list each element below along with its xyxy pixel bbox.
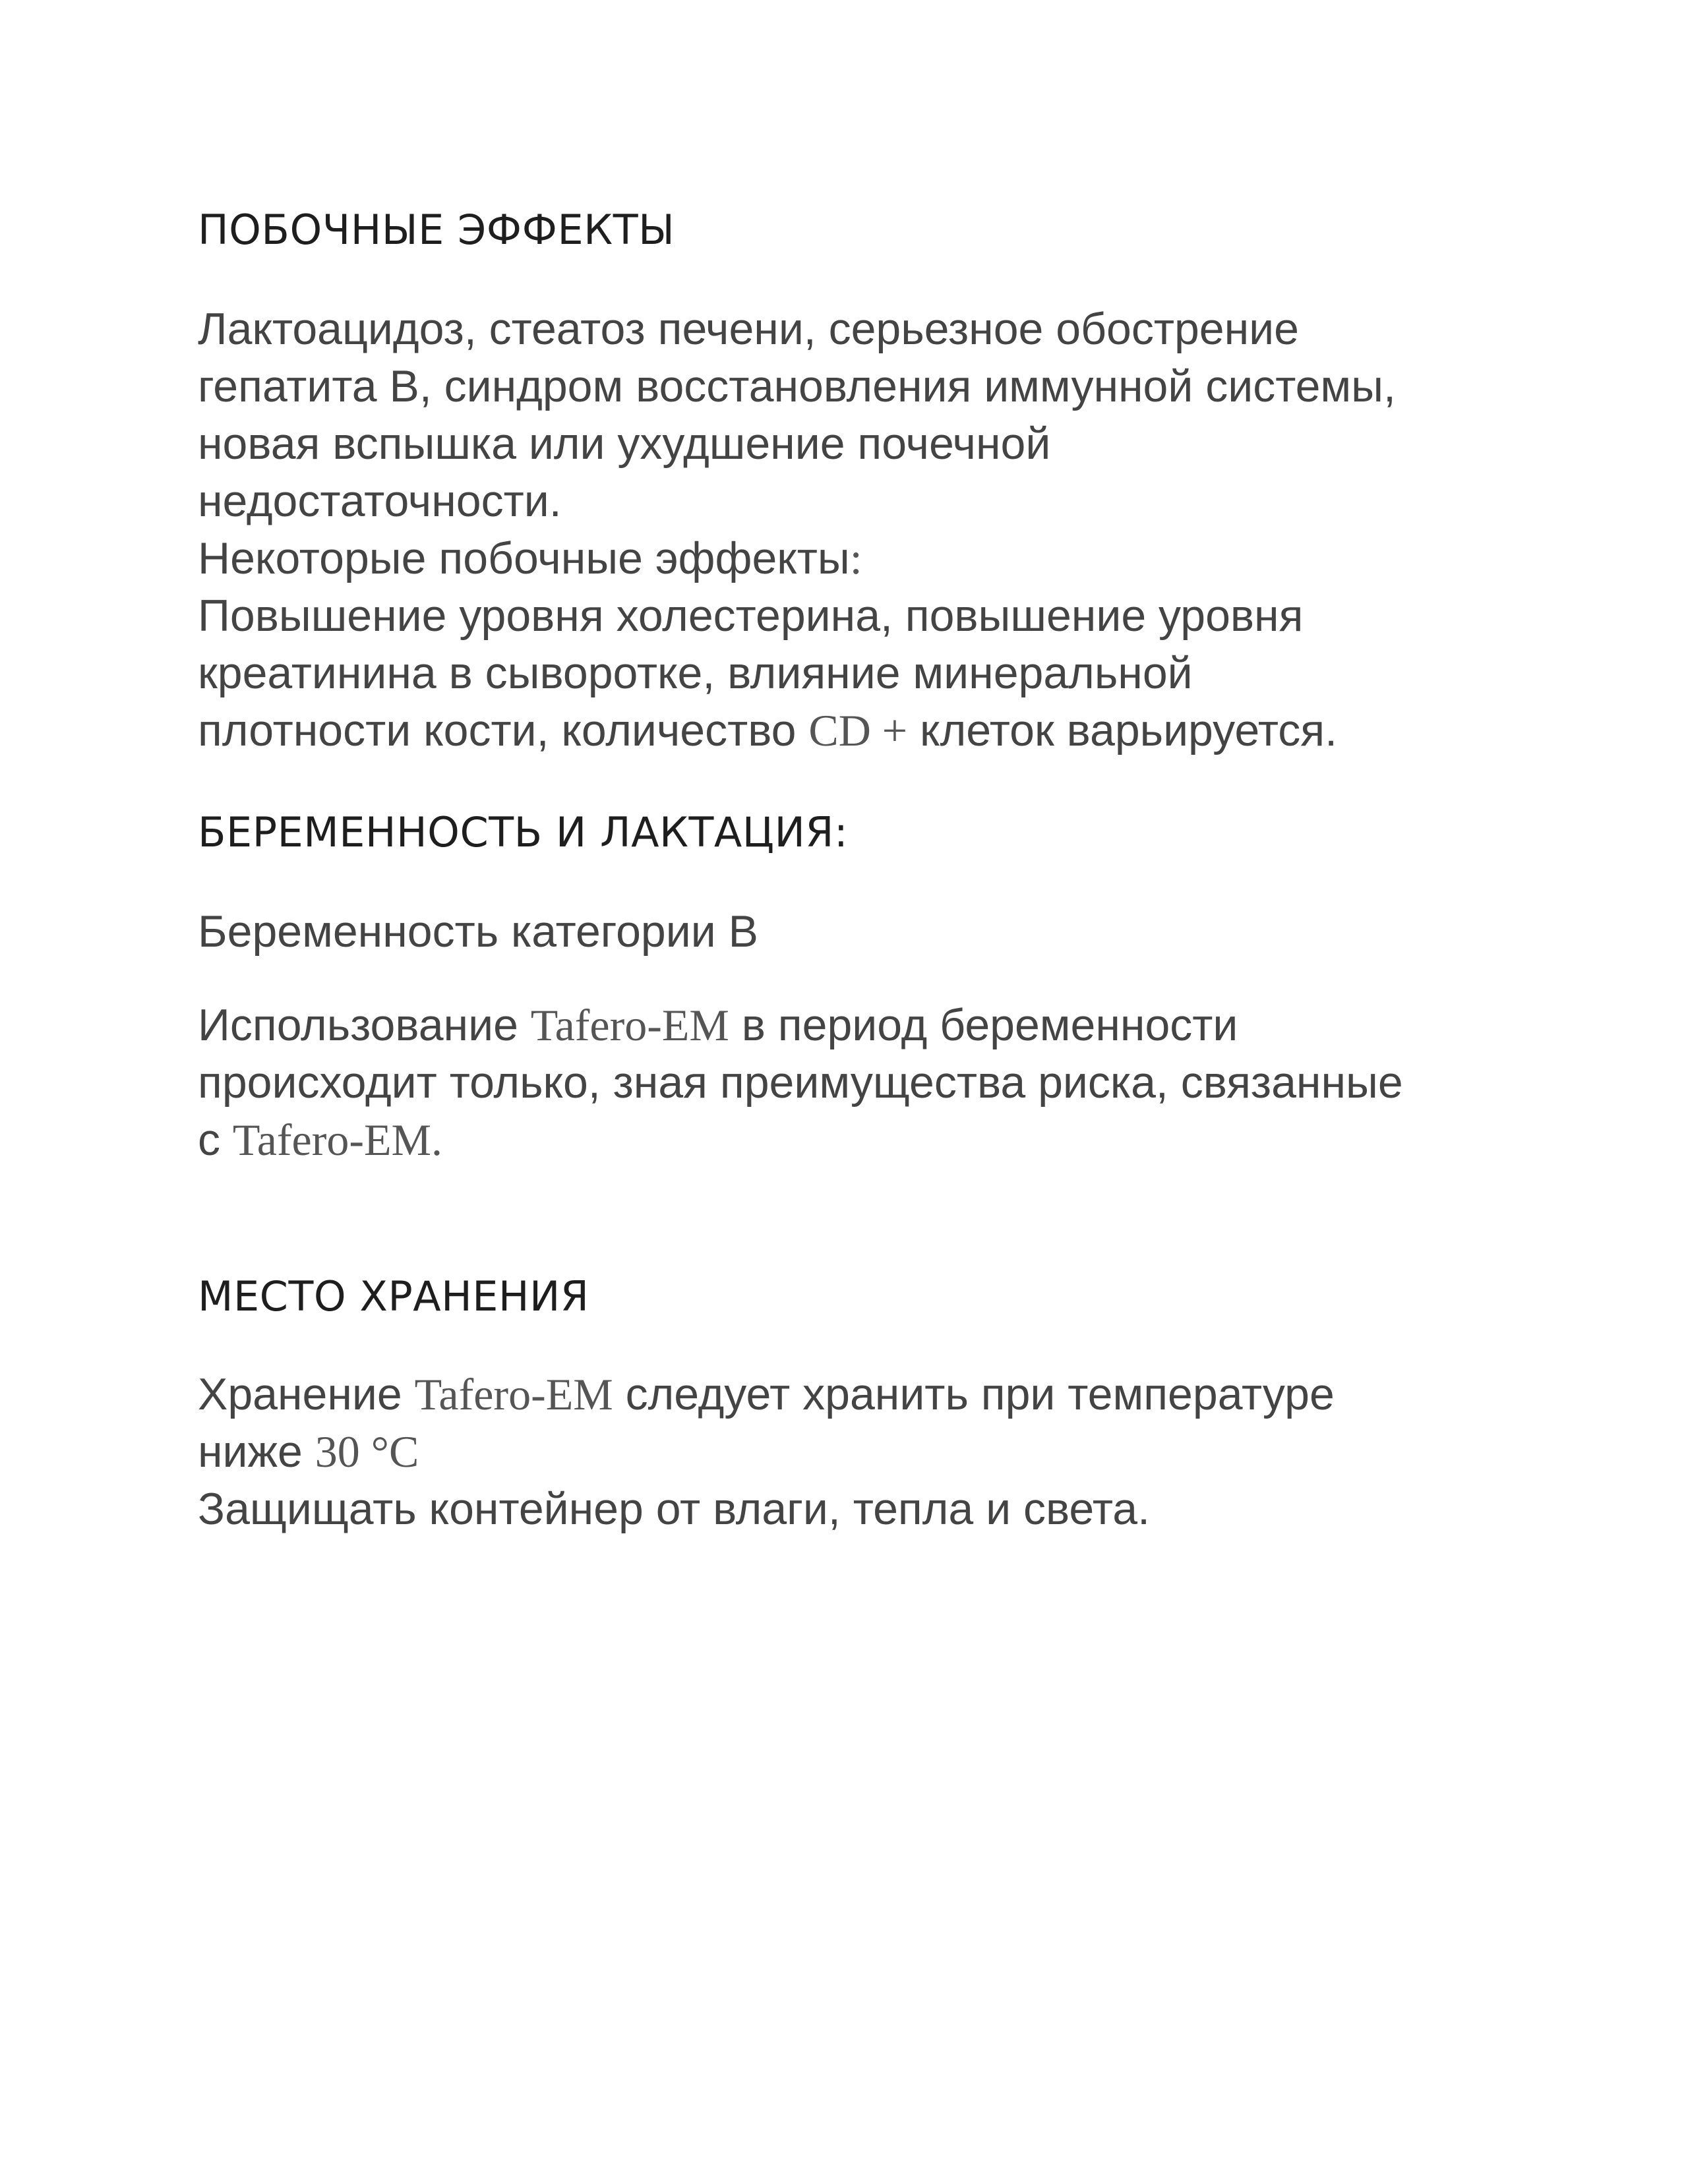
text-run: следует хранить при температуре: [613, 1369, 1335, 1419]
text-line: недостаточности.: [198, 476, 562, 526]
text-run: плотности кости, количество: [198, 705, 809, 755]
text-line: [198, 1423, 1335, 1481]
pregnancy-lactation-heading: БЕРЕМЕННОСТЬ И ЛАКТАЦИЯ:: [198, 808, 849, 856]
text-line: креатинина в сыворотке, влияние минеральной: [198, 648, 1193, 698]
text-line: [198, 1111, 1403, 1169]
text-line: Лактоацидоз, стеатоз печени, серьезное обострение: [198, 304, 1299, 354]
text-run: Некоторые побочные эффекты: [198, 533, 850, 583]
text-run: в период беременности: [729, 1000, 1238, 1050]
text-line: [198, 1366, 1335, 1423]
side-effects-paragraph: [198, 301, 1396, 759]
text-run: клеток варьируется.: [907, 705, 1337, 755]
pregnancy-paragraph: [198, 997, 1403, 1169]
pregnancy-category: [198, 903, 758, 960]
text-line: [198, 997, 1403, 1054]
text-line: гепатита В, синдром восстановления иммунной системы,: [198, 361, 1396, 411]
text-run: с: [198, 1115, 233, 1165]
text-line: новая вспышка или ухудшение почечной: [198, 419, 1051, 469]
text-run: ниже: [198, 1427, 315, 1477]
side-effects-heading: ПОБОЧНЫЕ ЭФФЕКТЫ: [198, 206, 675, 254]
text-line: Повышение уровня холестерина, повышение уровня: [198, 591, 1304, 641]
storage-paragraph: [198, 1366, 1335, 1538]
text-run: 30 °C: [315, 1427, 419, 1477]
text-line: Защищать контейнер от влаги, тепла и света.: [198, 1484, 1151, 1534]
text-run: Использование: [198, 1000, 531, 1050]
text-run: Tafero-EM: [414, 1369, 613, 1419]
storage-heading: МЕСТО ХРАНЕНИЯ: [198, 1272, 589, 1320]
text-run: Хранение: [198, 1369, 415, 1419]
text-line: [198, 530, 1396, 587]
text-run: CD +: [808, 705, 908, 755]
text-line: Беременность категории В: [198, 906, 758, 957]
text-run: Tafero-EM.: [232, 1115, 442, 1165]
text-line: происходит только, зная преимущества риска, связанные: [198, 1057, 1403, 1107]
text-run: :: [849, 533, 862, 583]
text-line: [198, 702, 1396, 759]
text-run: Tafero-EM: [530, 1000, 729, 1050]
